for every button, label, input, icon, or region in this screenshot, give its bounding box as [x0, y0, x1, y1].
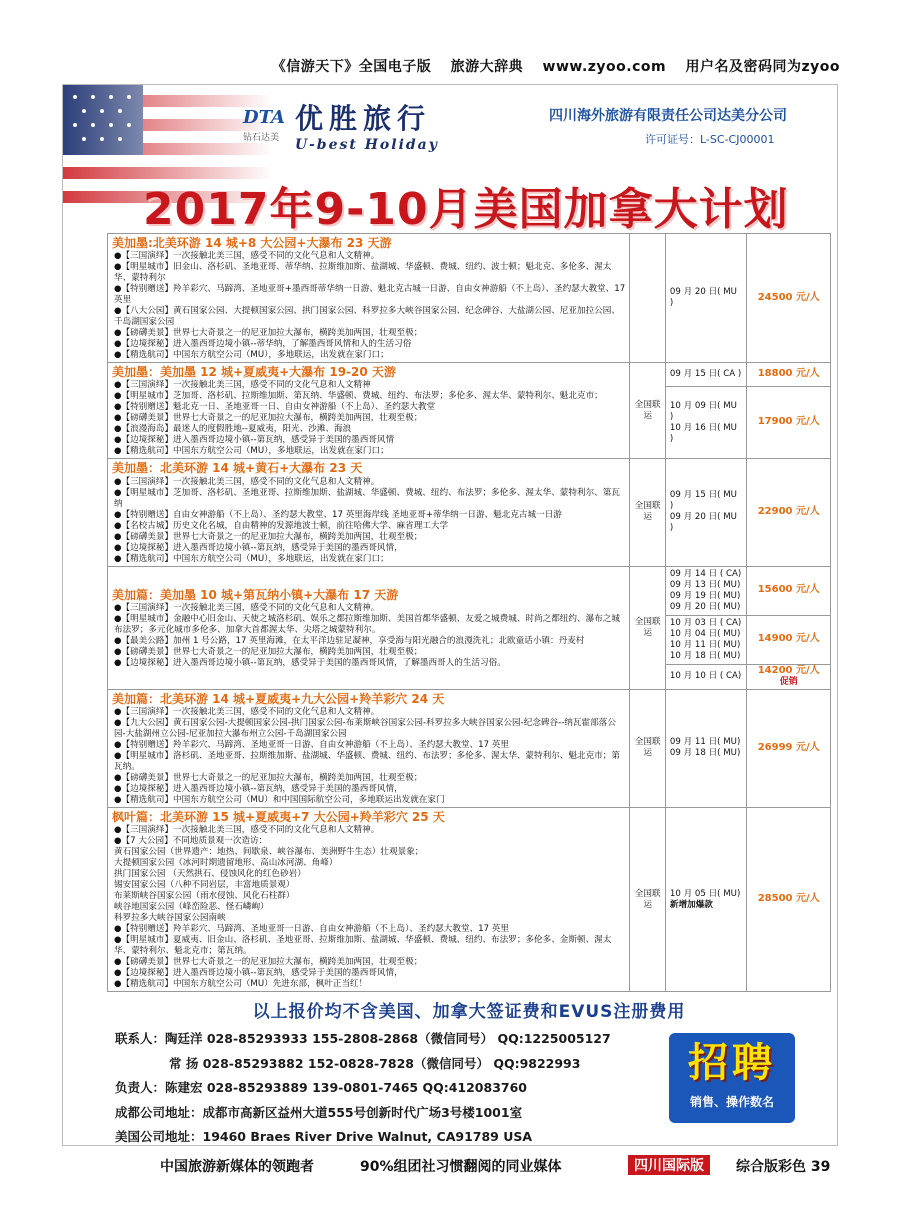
route-region: 全国联运 — [630, 808, 666, 992]
route-title: 美加墨：美加墨 12 城+夏威夷+大瀑布 19-20 天游 — [112, 365, 396, 380]
footer-page-label: 综合版彩色 39 — [736, 1159, 831, 1175]
price-value: 26999 元/人 — [757, 742, 820, 754]
departure-date: 10 月 03 日 ( CA) — [669, 617, 742, 628]
route-row — [108, 459, 831, 566]
departure-date: 09 月 14 日 ( CA) — [669, 568, 742, 579]
route-line: ●【边境探秘】进入墨西哥边境小镇--第瓦纳，感受异于美国的墨西哥风情，了解墨西哥人的生活习俗。 — [114, 657, 506, 668]
route-line: ●【明星城市】夏威夷、旧金山、洛杉矶、圣地亚哥、拉斯维加斯、盐湖城、华盛顿、费城、纽约、布法罗；多伦多、金斯顿、渥太华、蒙特利尔、魁北克市；第瓦纳。 — [114, 935, 612, 957]
price-value: 28500 元/人 — [757, 893, 820, 905]
departure-date: 10 月 16 日( MU ) — [669, 422, 737, 444]
route-line: 峡谷地国家公园（峰峦险恶、怪石嶙峋） — [114, 902, 269, 913]
route-line: ●【精选航司】中国东方航空公司（MU），多地联运，出发就在家门口； — [114, 350, 389, 361]
price-value: 15600 元/人 — [757, 584, 820, 596]
dta-logo-text: DTA — [243, 107, 285, 128]
departure-dates — [665, 459, 746, 566]
route-line: ●【明星城市】洛杉矶、圣地亚哥、拉斯维加斯、盐湖城、华盛顿、费城、纽约、布法罗；多伦多、渥太华、蒙特利尔、魁北克市；第瓦纳。 — [114, 751, 620, 773]
ad-frame — [62, 84, 838, 1146]
route-region: 全国联运 — [630, 689, 666, 807]
departure-note: 新增加爆款 — [669, 899, 713, 910]
route-body — [112, 380, 625, 457]
route-line: ●【精选航司】中国东方航空公司（MU），多地联运，出发就在家门口； — [114, 553, 389, 564]
route-body — [112, 825, 625, 990]
route-line: ●【八大公园】黄石国家公园、大提顿国家公园、拱门国家公园、科罗拉多大峡谷国家公园、纪念碑谷、大盐湖公园、尼亚加拉公园、千岛湖国家公园 — [114, 306, 620, 328]
departure-date: 09 月 20 日( MU) — [669, 601, 741, 612]
top-banner — [0, 56, 900, 76]
route-content — [108, 363, 630, 459]
price-value: 14200 元/人 — [757, 664, 820, 676]
route-line: ●【三国演绎】一次接触北美三国，感受不同的文化气息和人文精神。 — [114, 825, 380, 836]
departure-dates — [665, 808, 746, 992]
route-line: 科罗拉多大峡谷国家公园南峡 — [114, 913, 226, 924]
contact-line: 常 扬 028-85293882 152-0828-7828（微信同号） QQ:9822993 — [169, 1055, 581, 1071]
route-content — [108, 566, 630, 689]
departure-dates — [665, 615, 746, 664]
route-line: ●【精选航司】中国东方航空公司（MU）先进东部，枫叶正当红！ — [114, 979, 368, 990]
route-line: ●【特别赠送】魁北克一日、圣地亚哥一日、自由女神游船（不上岛）、圣约瑟大教堂 — [114, 402, 436, 413]
price-value: 14900 元/人 — [757, 633, 820, 645]
header — [63, 85, 838, 235]
itinerary-table — [107, 233, 831, 992]
departure-date: 09 月 20 日( MU ) — [669, 512, 737, 534]
route-title: 美加篇：北美环游 14 城+夏威夷+九大公园+羚羊彩穴 24 天 — [112, 691, 445, 706]
departure-date: 10 月 09 日( MU ) — [669, 400, 737, 422]
departure-date: 09 月 18 日( MU) — [669, 748, 741, 759]
route-body — [112, 707, 625, 806]
footer-slogan-mid: 90%组团社习惯翻阅的同业媒体 — [360, 1159, 562, 1175]
main-title: 2017年9-10月美国加拿大计划 — [143, 184, 789, 235]
departure-date: 09 月 15 日( MU ) — [669, 490, 737, 512]
route-line: ●【九大公园】黄石国家公园-大提顿国家公园-拱门国家公园-布莱斯峡谷国家公园-科罗拉多大峡谷国家公园-纪念碑谷--纳瓦霍部落公园-大盐湖州立公园-尼亚加拉大瀑布州立公园-千岛湖国家公园 — [114, 718, 616, 740]
departure-date: 10 月 11 日( MU) — [669, 639, 741, 650]
departure-date: 09 月 11 日( MU) — [669, 737, 741, 748]
route-line: ●【精选航司】中国东方航空公司（MU）和中国国际航空公司，多地联运出发就在家门 — [114, 795, 445, 806]
brand-cn: 优胜旅行 — [295, 102, 432, 135]
route-body — [112, 477, 625, 565]
departure-dates — [665, 363, 746, 387]
route-content — [108, 234, 630, 363]
departure-dates — [665, 689, 746, 807]
price-value: 22900 元/人 — [757, 506, 820, 518]
banner-title: 《信游天下》全国电子版 — [271, 59, 432, 75]
route-line: ●【磅礴美景】世界七大奇景之一的尼亚加拉大瀑布，横跨美加两国，壮观至极； — [114, 773, 423, 784]
hiring-subtitle: 销售、操作数名 — [689, 1095, 774, 1109]
route-line: ●【边境探秘】进入墨西哥边境小镇--第瓦纳，感受异于美国的墨西哥风情， — [114, 784, 403, 795]
route-line: ●【最美公路】加州 1 号公路，17 英里海滩，在太平洋边驻足凝神，享受海与阳光融合的浪漫洗礼；北欧童话小镇：丹麦村 — [114, 635, 585, 646]
route-price — [747, 386, 831, 459]
footer-slogan-left: 中国旅游新媒体的领跑者 — [160, 1159, 314, 1175]
dta-logo — [243, 107, 285, 143]
departure-date: 09 月 20 日( MU ) — [669, 287, 737, 309]
departure-dates — [665, 566, 746, 615]
route-title: 美加墨:北美环游 14 城+8 大公园+大瀑布 23 天游 — [112, 236, 392, 250]
route-price — [747, 615, 831, 664]
route-price — [747, 664, 831, 689]
company-name: 四川海外旅游有限责任公司达美分公司 — [549, 108, 787, 124]
license-number: 许可证号：L-SC-CJ00001 — [645, 133, 775, 146]
footer-edition-badge: 四川国际版 — [628, 1155, 710, 1175]
route-line: ●【精选航司】中国东方航空公司（MU），多地联运，出发就在家门口； — [114, 446, 389, 457]
departure-date: 10 月 05 日( MU) — [669, 888, 741, 899]
route-row — [108, 363, 831, 387]
route-content — [108, 459, 630, 566]
contacts — [115, 1027, 611, 1146]
route-line: ●【特别赠送】羚羊彩穴、马蹄湾、圣地亚哥一日游、自由女神游船（不上岛）、圣约瑟大教堂、17 英里 — [114, 740, 509, 751]
route-line: ●【特别赠送】羚羊彩穴、马蹄湾、圣地亚哥+墨西哥蒂华纳一日游、魁北克古城一日游、自由女神游船（不上岛）、圣约瑟大教堂、17 英里 — [114, 284, 626, 306]
route-line: 黄石国家公园（世界遗产：地热、间歇泉、峡谷瀑布、美洲野牛生态）壮观景象； — [114, 847, 424, 858]
route-price — [747, 459, 831, 566]
route-line: ●【三国演绎】一次接触北美三国，感受不同的文化气息和人文精神 — [114, 380, 371, 391]
hiring-title: 招聘 — [688, 1040, 776, 1086]
banner-login-note: 用户名及密码同为zyoo — [685, 59, 840, 75]
route-price — [747, 808, 831, 992]
route-title: 美加篇：美加墨 10 城+第瓦纳小镇+大瀑布 17 天游 — [112, 587, 399, 602]
route-line: 锡安国家公园（八种不同岩层，丰富地质景观） — [114, 880, 295, 891]
route-line: 大提顿国家公园（冰河时期遗留地形、高山冰河湖、角峰） — [114, 858, 338, 869]
route-row — [108, 234, 831, 363]
route-line: ●【明星城市】芝加哥、洛杉矶、圣地亚哥、拉斯维加斯、盐湖城、华盛顿、费城、纽约、布法罗；多伦多、渥太华、蒙特利尔、第瓦纳 — [114, 487, 620, 509]
route-line: 拱门国家公园 （天然拱石、侵蚀风化的红色砂岩） — [114, 869, 306, 880]
departure-date: 09 月 19 日( MU) — [669, 590, 741, 601]
route-line: 布莱斯峡谷国家公园（雨水侵蚀、风化石柱群） — [114, 891, 295, 902]
route-line: ●【磅礴美景】世界七大奇景之一的尼亚加拉大瀑布，横跨美加两国，壮观至极； — [114, 957, 423, 968]
route-row — [108, 689, 831, 807]
route-region: 全国联运 — [630, 363, 666, 459]
route-line: ●【名校古城】历史文化名城，自由精神的发源地波士顿，前往哈佛大学、麻省理工大学 — [114, 520, 449, 531]
route-row — [108, 566, 831, 615]
route-line: ●【边境探秘】进入墨西哥边境小镇--第瓦纳，感受异于美国的墨西哥风情， — [114, 968, 403, 979]
route-line: ●【磅礴美景】世界七大奇景之一的尼亚加拉大瀑布，横跨美加两国，壮观至极； — [114, 531, 423, 542]
route-line: ●【三国演绎】一次接触北美三国，感受不同的文化气息和人文精神。 — [114, 602, 380, 613]
route-price — [747, 689, 831, 807]
brand-en: U-best Holiday — [295, 137, 439, 153]
departure-date: 09 月 15 日( CA ) — [669, 369, 742, 380]
route-row — [108, 808, 831, 992]
route-price — [747, 234, 831, 363]
route-line: ●【边境探秘】进入墨西哥边境小镇--第瓦纳，感受异于美国的墨西哥风情， — [114, 542, 403, 553]
route-title: 美加墨：北美环游 14 城+黄石+大瀑布 23 天 — [112, 461, 363, 476]
departure-date: 10 月 18 日( MU) — [669, 650, 741, 661]
brand — [295, 97, 439, 153]
route-line: ●【7 大公园】不同地质景观一次造访： — [114, 836, 268, 847]
contact-line: 联系人：陶廷洋 028-85293933 155-2808-2868（微信同号） QQ:1225005127 — [115, 1031, 611, 1046]
route-region: 全国联运 — [630, 566, 666, 689]
chengdu-address: 成都公司地址：成都市高新区益州大道555号创新时代广场3号楼1001室 — [115, 1104, 523, 1120]
visa-note: 以上报价均不含美国、加拿大签证费和EVUS注册费用 — [252, 1002, 686, 1022]
price-value: 18800 元/人 — [757, 368, 820, 380]
price-promo: 促销 — [779, 677, 798, 688]
route-title: 枫叶篇：北美环游 15 城+夏威夷+7 大公园+羚羊彩穴 25 天 — [112, 810, 445, 825]
route-region: 全国联运 — [630, 459, 666, 566]
route-line: ●【明星城市】芝加哥、洛杉矶、拉斯维加斯、第瓦纳、华盛顿、费城、纽约、布法罗；多伦多、渥太华、蒙特利尔、魁北克市； — [114, 391, 603, 402]
departure-dates — [665, 664, 746, 689]
route-line: ●【三国演绎】一次接触北美三国，感受不同的文化气息和人文精神。 — [114, 251, 380, 262]
route-line: ●【三国演绎】一次接触北美三国，感受不同的文化气息和人文精神。 — [114, 476, 380, 487]
banner-site[interactable]: www.zyoo.com — [542, 59, 667, 75]
banner-dict: 旅游大辞典 — [450, 59, 524, 75]
route-region — [630, 234, 666, 363]
departure-date: 10 月 04 日( MU) — [669, 628, 741, 639]
logo-block — [243, 95, 439, 155]
contact-line: 负责人：陈建宏 028-85293889 139-0801-7465 QQ:412083760 — [115, 1080, 527, 1095]
route-content — [108, 808, 630, 992]
route-line: ●【特别赠送】羚羊彩穴、马蹄湾、圣地亚哥一日游、自由女神游船（不上岛）、圣约瑟大教堂、17 英里 — [114, 924, 509, 935]
dta-logo-sub: 钻石达美 — [243, 133, 280, 143]
route-line: ●【边境探秘】进入墨西哥边境小镇--蒂华纳，了解墨西哥风情和人的生活习俗 — [114, 339, 412, 350]
route-line: ●【磅礴美景】世界七大奇景之一的尼亚加拉大瀑布，横跨美加两国，壮观至极； — [114, 646, 423, 657]
us-address: 美国公司地址：19460 Braes River Drive Walnut, CA91789 USA — [115, 1129, 533, 1144]
price-value: 24500 元/人 — [757, 291, 820, 303]
route-body — [112, 603, 625, 669]
departure-dates — [665, 234, 746, 363]
route-line: ●【明星城市】金融中心旧金山、天使之城洛杉矶、娱乐之都拉斯维加斯、美国首都华盛顿、友爱之城费城、时尚之都纽约、瀑布之城布法罗；多元化城市多伦多、加拿大首都渥太华、尖塔之城蒙特利尔。 — [114, 613, 620, 635]
route-line: ●【特别赠送】自由女神游船（不上岛）、圣约瑟大教堂、17 英里海岸线 圣地亚哥+蒂华纳一日游、魁北克古城一日游 — [114, 509, 562, 520]
departure-date: 10 月 10 日 ( CA) — [669, 671, 742, 682]
departure-dates — [665, 386, 746, 459]
hiring-badge — [669, 1033, 795, 1123]
route-line: ●【浪漫海岛】最迷人的度假胜地--夏威夷，阳光、沙滩、海浪 — [114, 424, 352, 435]
price-value: 17900 元/人 — [757, 416, 820, 428]
route-line: ●【明星城市】旧金山、洛杉矶、圣地亚哥、蒂华纳、拉斯维加斯、盐湖城、华盛顿、费城、纽约、波士顿；魁北克、多伦多、渥太华、蒙特利尔 — [114, 262, 612, 284]
route-line: ●【边境探秘】进入墨西哥边境小镇--第瓦纳，感受异于美国的墨西哥风情 — [114, 435, 395, 446]
route-body — [112, 251, 625, 361]
route-price — [747, 363, 831, 387]
route-price — [747, 566, 831, 615]
departure-date: 09 月 13 日( MU) — [669, 579, 741, 590]
route-line: ●【三国演绎】一次接触北美三国，感受不同的文化气息和人文精神。 — [114, 707, 380, 718]
route-line: ●【磅礴美景】世界七大奇景之一的尼亚加拉大瀑布，横跨美加两国，壮观至极； — [114, 328, 423, 339]
route-content — [108, 689, 630, 807]
route-line: ●【磅礴美景】世界七大奇景之一的尼亚加拉大瀑布，横跨美加两国，壮观至极； — [114, 413, 423, 424]
